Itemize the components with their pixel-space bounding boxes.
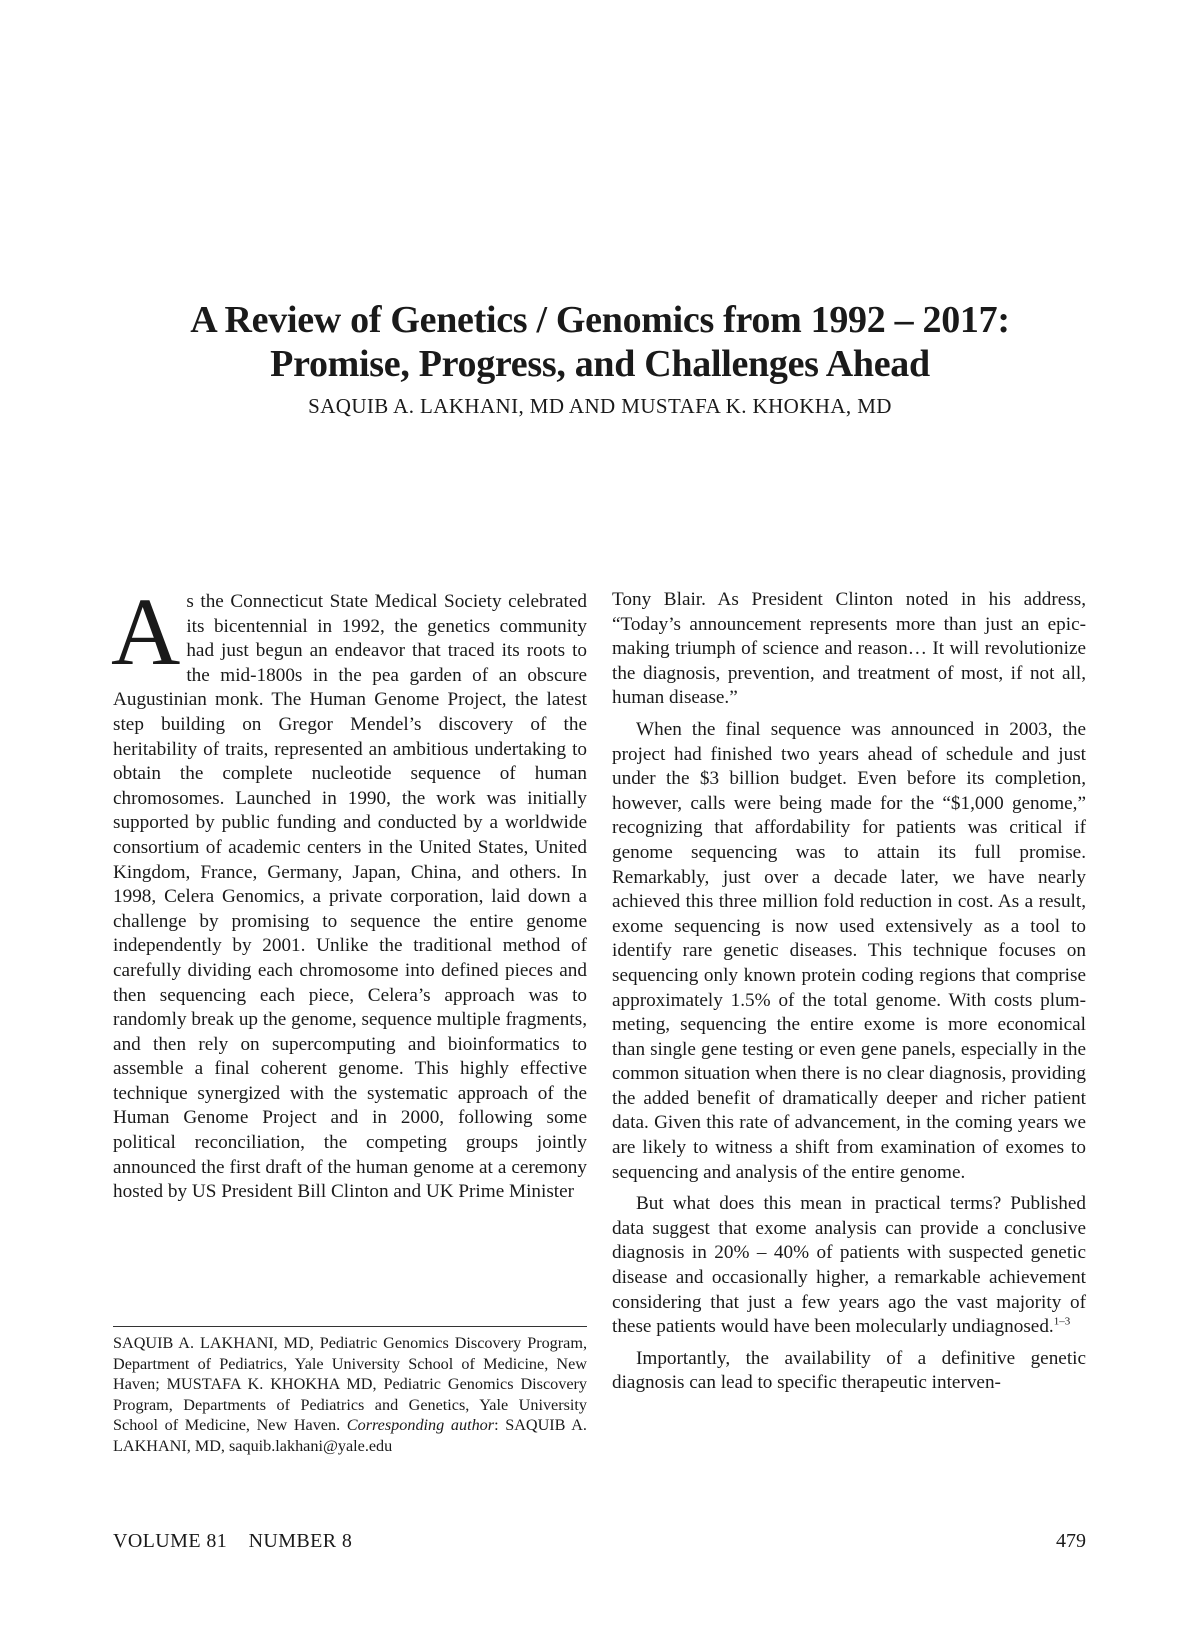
paragraph-1-text: s the Connecticut State Medical Society celebrated its bicentennial in 1992, the genetics community had just begun an endeavor that traced its roots to the mid-1800s in the pea garden of an obscure Augustinian monk. The Human Genome Project, the latest step building on Gregor Mendel’s discovery of the heritability of traits, represented an ambitious undertaking to obtain the complete nucleotide sequence of human chromosomes. Launched in 1990, the work was initially supported by public funding and conducted by a worldwide consortium of academic centers in the United States, United Kingdom, France, Germany, Japan, China, and others. In 1998, Celera Genomics, a private corporation, laid down a challenge by promising to sequence the entire genome independently by 2001. Unlike the traditional method of carefully dividing each chromosome into defined pieces and then sequencing each piece, Celera’s approach was to randomly break up the genome, sequence multiple fragments, and then rely on supercomputing and bioinformatics to assemble a final coherent genome. This highly effective technique synergized with the systematic approach of the Human Genome Project and in 2000, following some political reconciliation, the competing groups jointly announced the first draft of the human genome at a ceremony hosted by US President Bill Clinton and UK Prime Minister <box>113 591 587 1203</box>
issue-number-label: NUMBER 8 <box>248 1530 353 1552</box>
drop-cap: A <box>111 578 181 685</box>
footnote-divider <box>113 1326 587 1327</box>
right-column <box>612 588 1086 1396</box>
paragraph-3 <box>612 1192 1086 1340</box>
paragraph-1-continued: Tony Blair. As President Clinton noted in his address, “Today’s announcement represents more than just an epic-making triumph of science and reason… It will revolutionize the diagnosis, prevention, and treatment of most, if not all, human disease.” <box>612 589 1086 709</box>
volume-label: VOLUME 81 <box>113 1530 228 1552</box>
article-authors: SAQUIB A. LAKHANI, MD AND MUSTAFA K. KHOKHA, MD <box>308 394 892 418</box>
article-title <box>100 298 1100 386</box>
affiliation-text: SAQUIB A. LAKHANI, MD, Pediatric Genomics Discovery Program, Department of Pediatrics, Yale University School of Medicine, New Haven; MUSTAFA K. KHOKHA MD, Pediatric Genomics Discovery Program, Departments of Pediatrics and Genetics, Yale University School of Medicine, New Haven. <box>113 1334 587 1435</box>
paragraph-4: Importantly, the availability of a definitive genetic diagnosis can lead to specific therapeutic interven- <box>612 1347 1086 1394</box>
paragraph-3-text: But what does this mean in practical terms? Published data suggest that exome analysis can provide a conclusive diagnosis in 20% – 40% of patients with suspected genetic disease and occasionally higher, a remarkable achievement considering that just a few years ago the vast majority of these patients would have been molecularly undiagnosed. <box>612 1193 1086 1338</box>
corresponding-author-details: : SAQUIB A. LAKHANI, MD, saquib.lakhani@yale.edu <box>113 1416 587 1455</box>
title-line-2: Promise, Progress, and Challenges Ahead <box>270 343 930 385</box>
author-affiliations <box>113 1333 587 1457</box>
paragraph-2: When the final sequence was announced in 2003, the project had finished two years ahead of schedule and just under the $3 billion budget. Even before its completion, however, calls were being made for the “$1,000 genome,” recognizing that affordability for patients was critical if genome sequencing was to attain its full promise. Remarkably, just over a decade later, we have nearly achieved this three million fold reduction in cost. As a result, exome sequencing is now used extensively as a tool to identify rare genetic diseases. This technique focuses on sequencing only known protein coding regions that comprise approximately 1.5% of the total genome. With costs plummeting, sequencing the entire exome is more economical than single gene testing or even gene panels, especially in the common situation when there is no clear diagnosis, providing the added benefit of dramatically deeper and richer patient data. Given this rate of advancement, in the coming years we are likely to witness a shift from examination of exomes to sequencing and analysis of the entire genome. <box>612 718 1086 1183</box>
left-column <box>111 578 587 1205</box>
page-number: 479 <box>1056 1530 1086 1552</box>
corresponding-author-label: Corresponding author <box>346 1416 495 1435</box>
reference-superscript: 1–3 <box>1053 1315 1071 1328</box>
paragraph-1 <box>111 578 587 1205</box>
title-line-1: A Review of Genetics / Genomics from 1992 – 2017: <box>190 299 1010 341</box>
running-footer <box>113 1530 352 1553</box>
